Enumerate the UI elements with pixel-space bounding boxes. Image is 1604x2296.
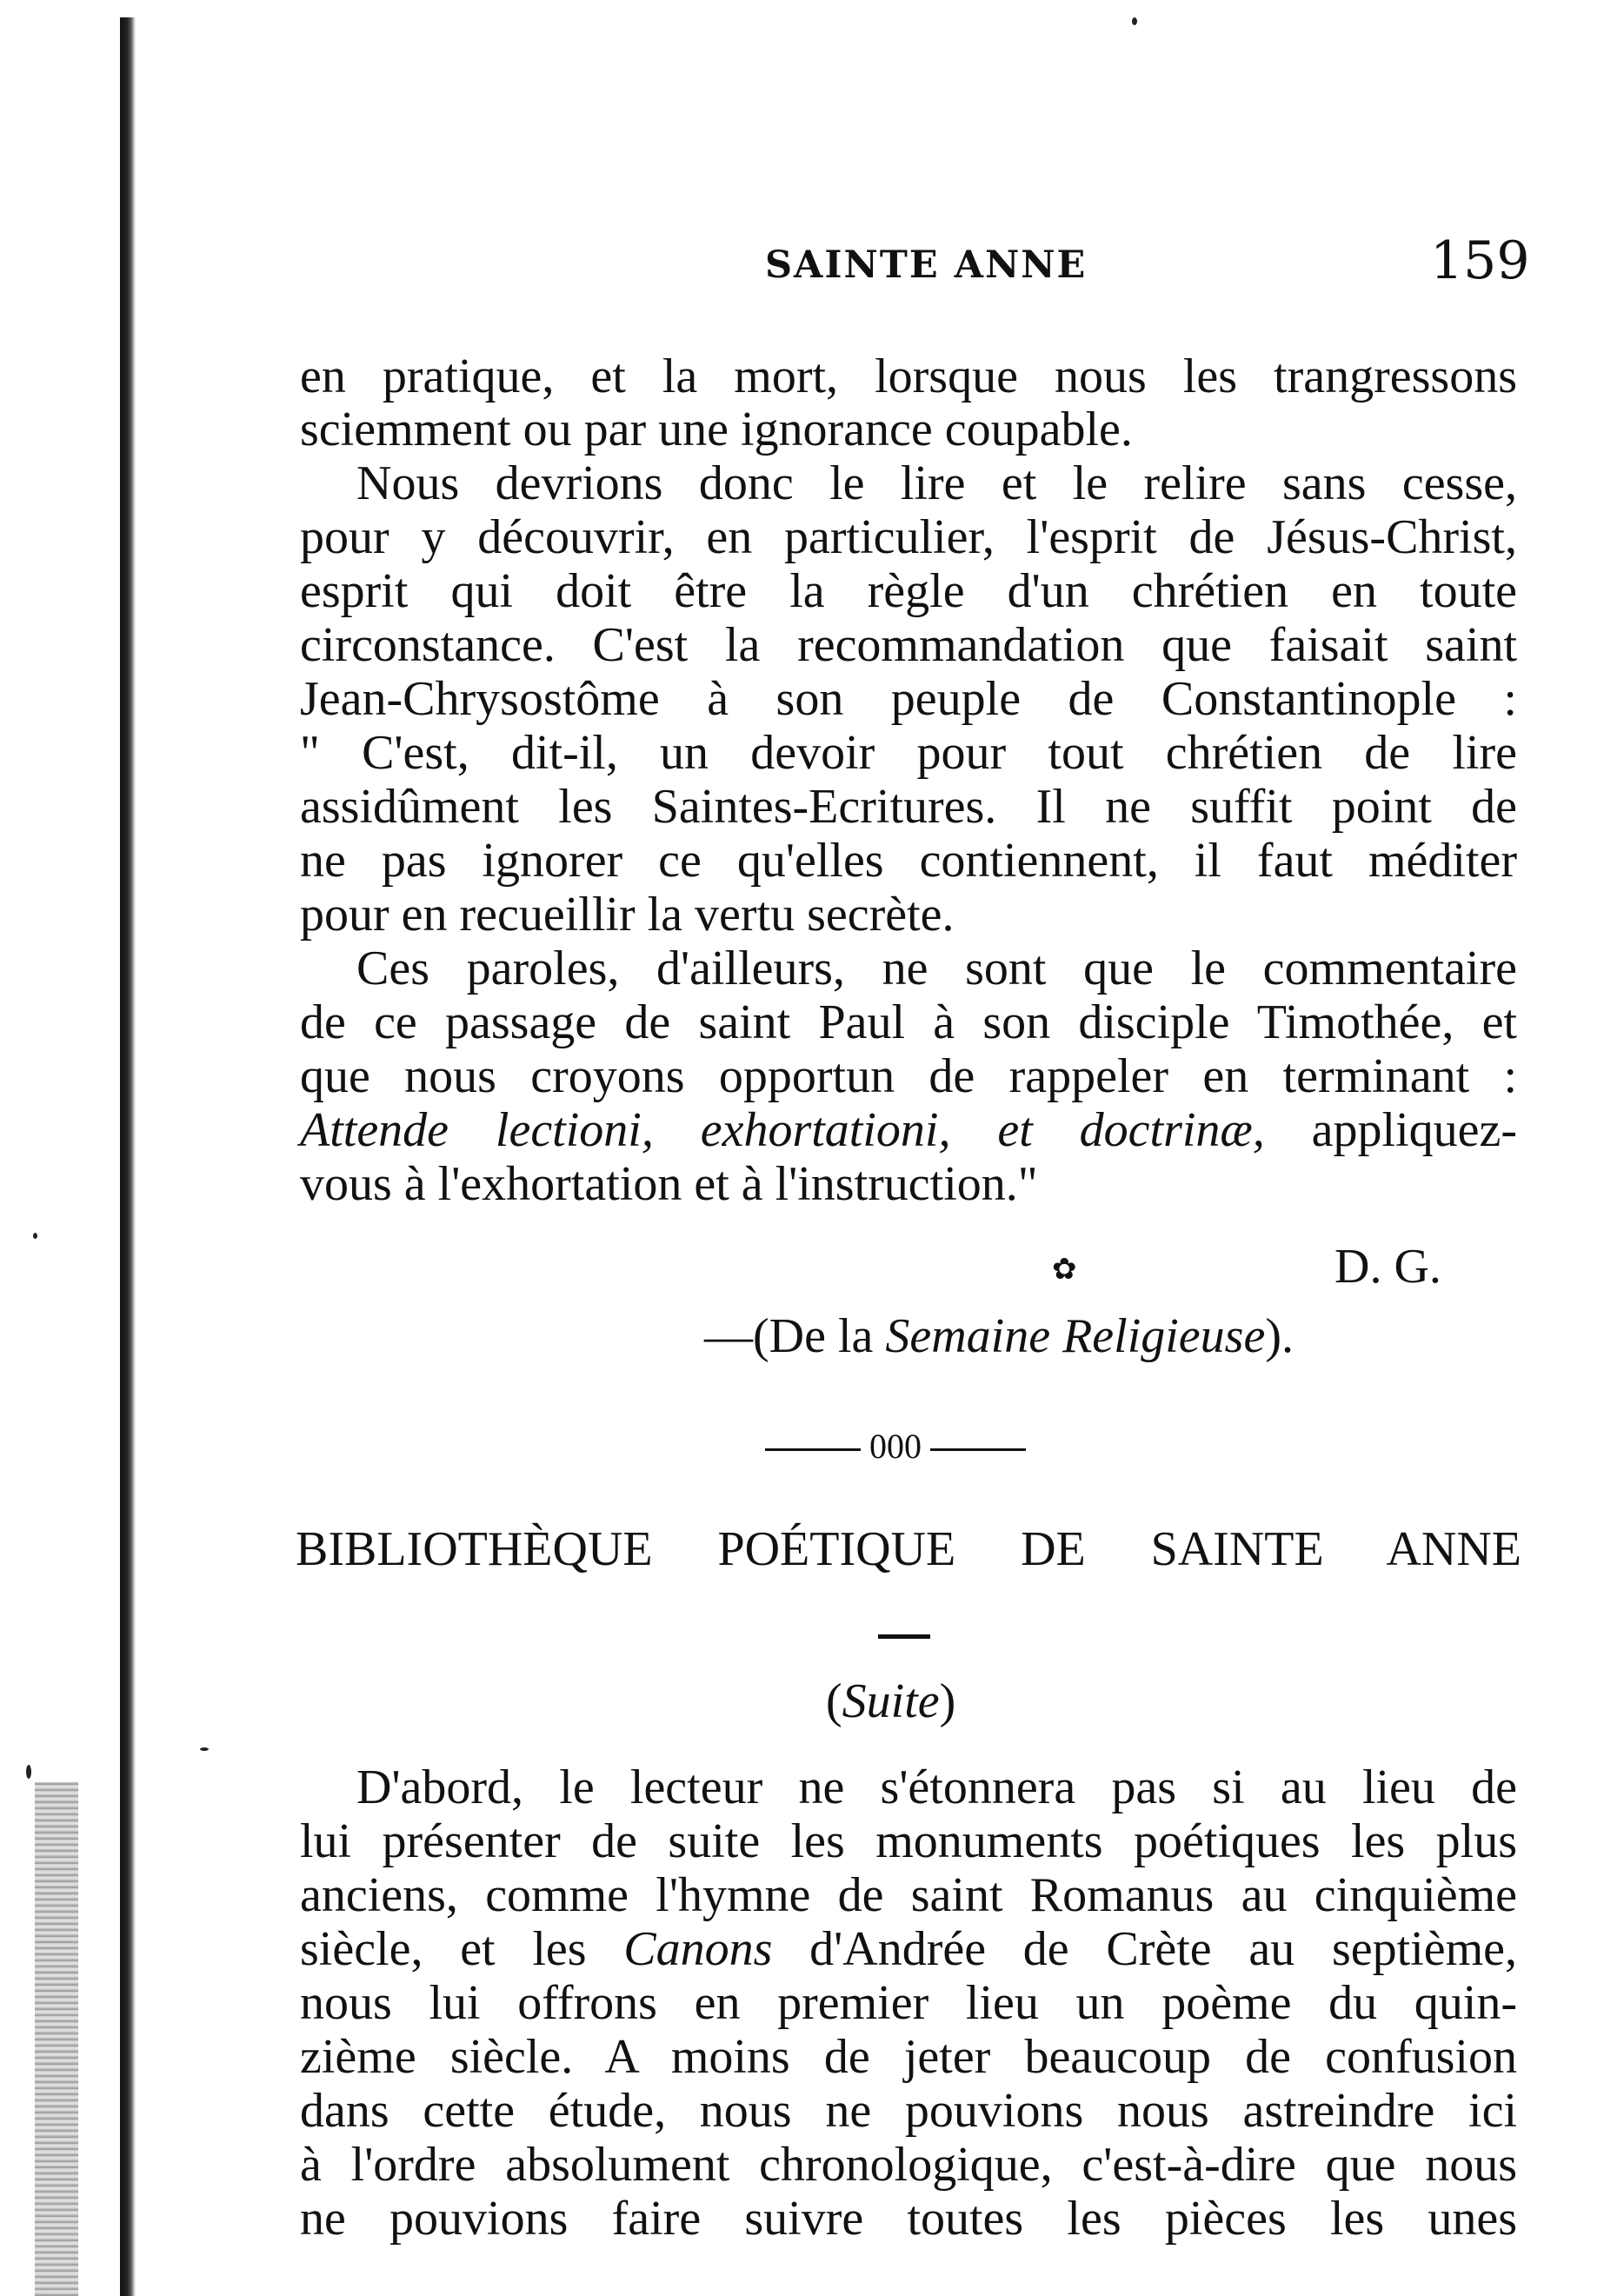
title-rule (878, 1634, 930, 1639)
translation-start: appliquez- (1264, 1103, 1517, 1157)
subtitle-paren-close: ) (939, 1674, 956, 1728)
latin-quote-line (300, 1103, 1517, 1157)
text-line: Jean-Chrysostôme à son peuple de Constantinople : (300, 672, 1517, 726)
ink-speck (26, 1765, 31, 1779)
subtitle-paren-open: ( (826, 1674, 842, 1728)
author-signature: D. G. (1334, 1240, 1441, 1294)
text-line: D'abord, le lecteur ne s'étonnera pas si au lieu de (356, 1760, 1517, 1814)
text-line: ne pas ignorer ce qu'elles contiennent, il faut méditer (300, 834, 1517, 888)
text-line: Ces paroles, d'ailleurs, ne sont que le commentaire (356, 942, 1517, 995)
ink-speck (1132, 17, 1137, 25)
section-title: BIBLIOTHÈQUE POÉTIQUE DE SAINTE ANNE (296, 1522, 1521, 1576)
source-title: Semaine Religieuse (885, 1309, 1266, 1363)
text-line: que nous croyons opportun de rappeler en terminant : (300, 1049, 1517, 1103)
flower-ornament-icon: ✿ (1052, 1252, 1077, 1287)
ink-speck (200, 1747, 209, 1751)
text-line: pour y découvrir, en particulier, l'esprit de Jésus-Christ, (300, 510, 1517, 564)
text-line: ne pouvions faire suivre toutes les pièces les unes (300, 2192, 1517, 2246)
text-line (300, 1922, 1518, 1976)
text-line: esprit qui doit être la règle d'un chrétien en toute (300, 564, 1517, 618)
text-line: à l'ordre absolument chronologique, c'est-à-dire que nous (300, 2138, 1517, 2192)
source-prefix: —(De la (704, 1309, 886, 1363)
text-line: zième siècle. A moins de jeter beaucoup de confusion (300, 2030, 1517, 2084)
divider-text: 000 (869, 1427, 922, 1466)
work-title: Canons (623, 1922, 773, 1976)
text-line: en pratique, et la mort, lorsque nous les trangressons (300, 349, 1517, 403)
page-number: 159 (1430, 230, 1530, 291)
source-suffix: ). (1265, 1309, 1294, 1363)
text-line: de ce passage de saint Paul à son disciple Timothée, et (300, 995, 1517, 1049)
text-line: dans cette étude, nous ne pouvions nous astreindre ici (300, 2084, 1517, 2138)
text-run: d'Andrée de Crète au septième, (772, 1922, 1518, 1976)
binding-shadow (35, 1782, 78, 2296)
section-divider (735, 1426, 1056, 1467)
running-head: SAINTE ANNE (765, 243, 1088, 287)
text-line: sciemment ou par une ignorance coupable. (300, 403, 1133, 456)
text-line: anciens, comme l'hymne de saint Romanus au cinquième (300, 1868, 1517, 1922)
subtitle-text: Suite (842, 1674, 940, 1728)
text-line: circonstance. C'est la recommandation que faisait saint (300, 618, 1517, 672)
text-line: nous lui offrons en premier lieu un poème du quin- (300, 1976, 1517, 2030)
divider-rule-right (930, 1448, 1026, 1451)
latin-quote: Attende lectioni, exhortationi, et doctrinæ, (300, 1103, 1265, 1157)
text-run: siècle, et les (300, 1922, 624, 1976)
text-line: Nous devrions donc le lire et le relire sans cesse, (356, 456, 1517, 510)
text-line: " C'est, dit-il, un devoir pour tout chrétien de lire (300, 726, 1517, 780)
page-binding-edge (120, 17, 136, 2296)
divider-rule-left (765, 1448, 861, 1451)
text-line: pour en recueillir la vertu secrète. (300, 888, 955, 942)
source-citation (704, 1308, 1294, 1364)
section-subtitle (826, 1674, 955, 1729)
ink-speck (33, 1233, 37, 1239)
text-line: assidûment les Saintes-Ecritures. Il ne suffit point de (300, 780, 1517, 834)
text-line: lui présenter de suite les monuments poétiques les plus (300, 1814, 1517, 1868)
text-line: vous à l'exhortation et à l'instruction." (300, 1157, 1038, 1211)
